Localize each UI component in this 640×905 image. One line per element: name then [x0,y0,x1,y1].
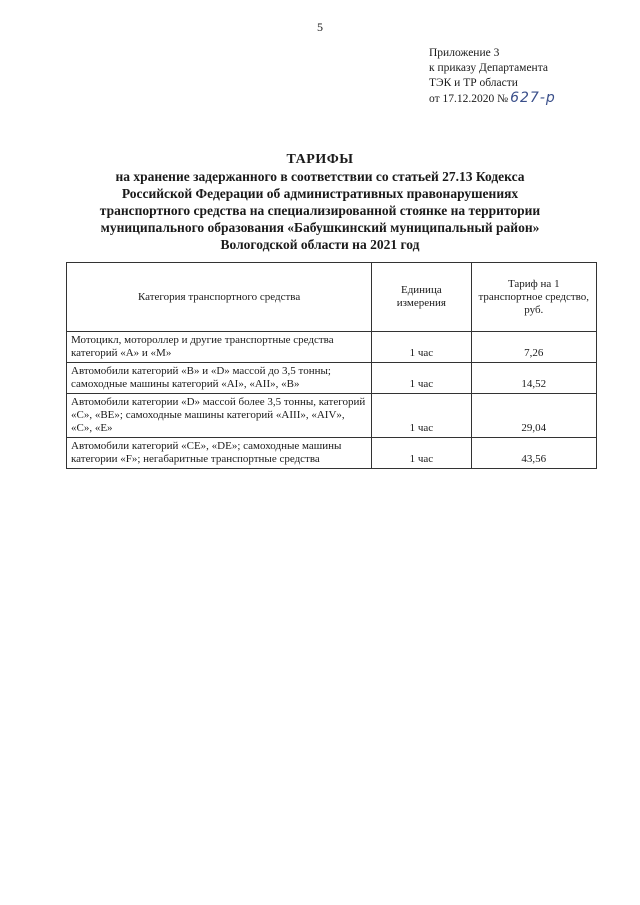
row-unit: 1 час [372,394,471,438]
title-line-4: муниципального образования «Бабушкинский муниципальный район» [100,220,540,235]
appendix-line-3: ТЭК и ТР области [429,77,518,89]
header-unit: Единица измерения [372,263,471,332]
title-line-5: Вологодской области на 2021 год [220,237,420,252]
row-unit: 1 час [372,363,471,394]
row-category: Автомобили категорий «СЕ», «DE»; самоходные машины категории «F»; негабаритные транспортные средства [67,438,372,469]
title-line-2: Российской Федерации об административных правонарушениях [121,186,519,201]
row-category: Автомобили категории «D» массой более 3,5 тонны, категорий «С», «ВЕ»; самоходные машины категорий «AIII», «AIV», «С», «Е» [67,394,372,438]
appendix-line-4 [429,91,556,107]
row-category: Мотоцикл, мотороллер и другие транспортные средства категорий «А» и «М» [67,332,372,363]
table-row [67,363,597,394]
table-row [67,438,597,469]
row-price: 29,04 [471,394,596,438]
table-row [67,394,597,438]
appendix-date: от 17.12.2020 № [429,93,509,105]
row-price: 43,56 [471,438,596,469]
header-price: Тариф на 1 транспортное средство, руб. [471,263,596,332]
table-row [67,332,597,363]
title-line-3: транспортного средства на специализированной стоянке на территории [99,203,541,218]
header-category: Категория транспортного средства [67,263,372,332]
page-number: 5 [317,20,323,34]
tariff-table [66,262,597,469]
table-header-row [67,263,597,332]
appendix-line-2: к приказу Департамента [429,62,548,74]
title-heading: ТАРИФЫ [286,152,354,167]
handwritten-order-number: 627-р [510,90,556,106]
row-unit: 1 час [372,332,471,363]
row-price: 14,52 [471,363,596,394]
document-title [0,151,640,253]
appendix-reference [429,46,556,107]
title-line-1: на хранение задержанного в соответствии со статьей 27.13 Кодекса [115,169,525,184]
row-unit: 1 час [372,438,471,469]
row-price: 7,26 [471,332,596,363]
row-category: Автомобили категорий «В» и «D» массой до 3,5 тонны; самоходные машины категорий «AI», «AII», «В» [67,363,372,394]
appendix-line-1: Приложение 3 [429,47,500,59]
